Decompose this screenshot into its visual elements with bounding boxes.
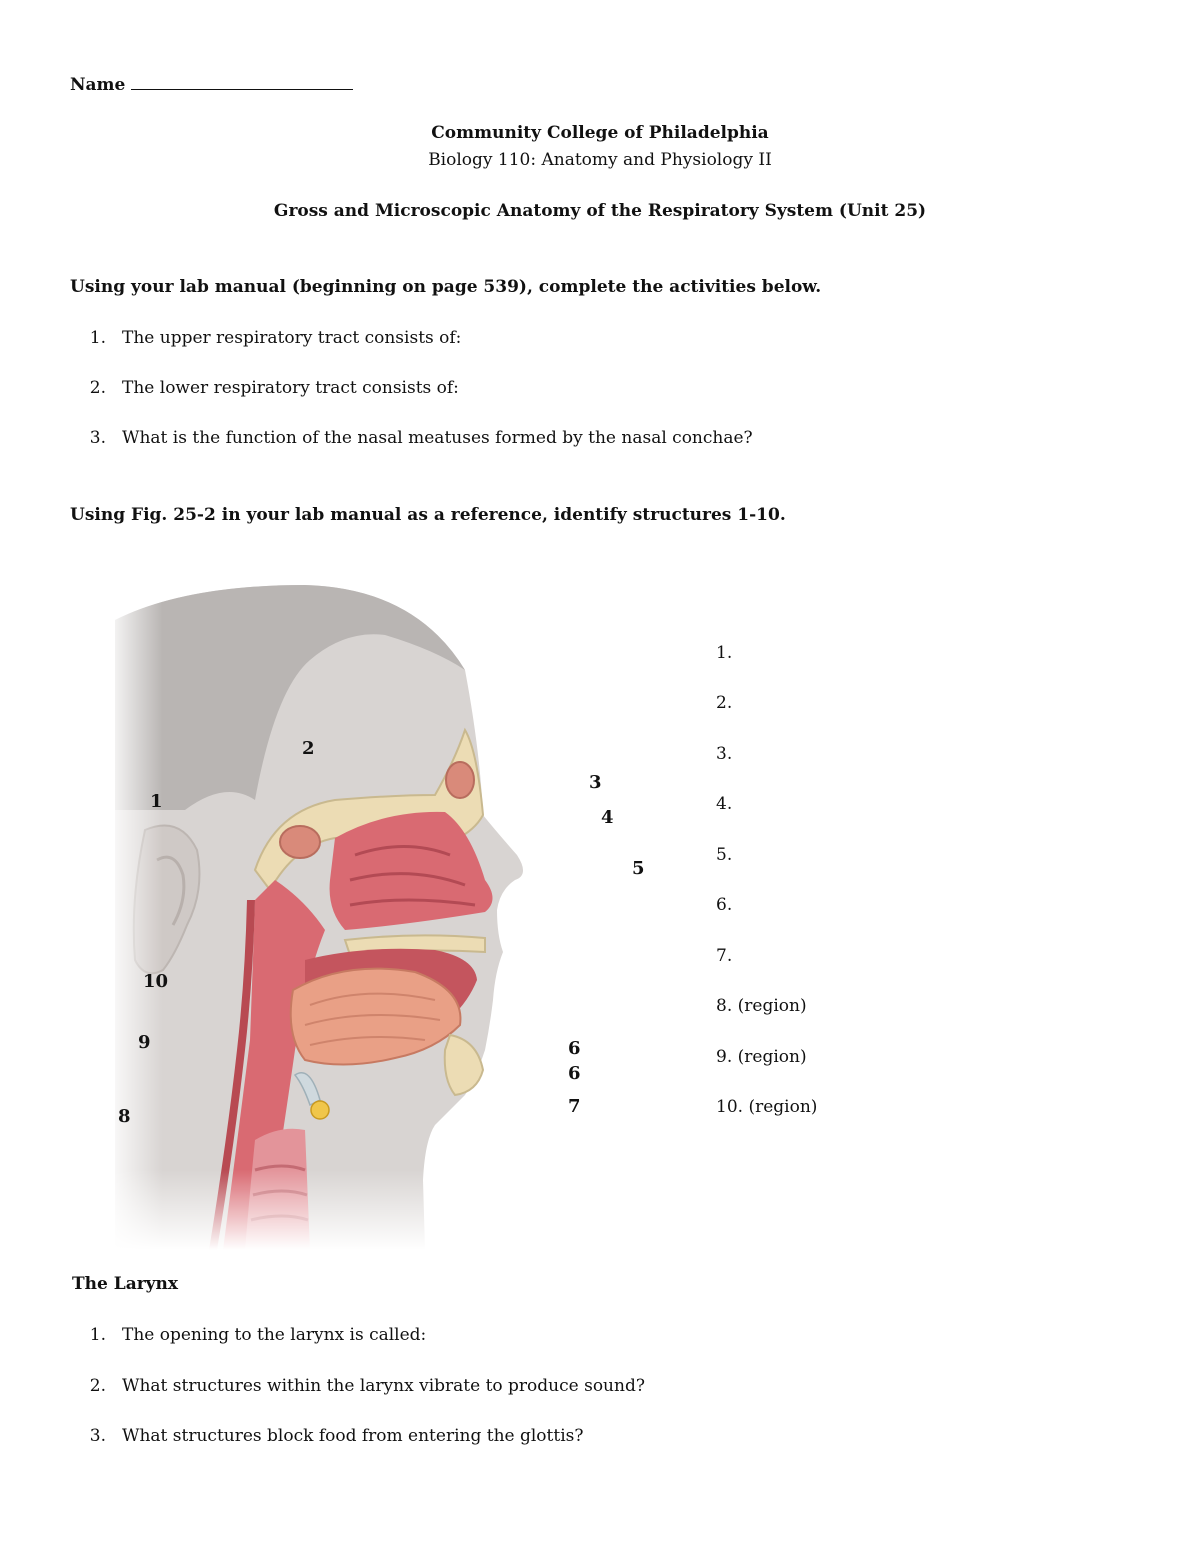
question-text: The lower respiratory tract consists of: — [122, 378, 459, 398]
name-field[interactable] — [70, 74, 353, 95]
figure-label-6a: 6 — [568, 1038, 581, 1059]
question-number: 1. — [89, 328, 106, 348]
figure-label-2: 2 — [302, 738, 315, 759]
question-number: 3. — [89, 428, 106, 448]
larynx-heading: The Larynx — [72, 1274, 179, 1294]
figure-label-6b: 6 — [568, 1063, 581, 1084]
name-label: Name — [70, 75, 126, 95]
figure-label-5: 5 — [632, 858, 645, 879]
question-number: 2. — [89, 378, 106, 398]
question-number: 2. — [89, 1376, 106, 1396]
question-text: What is the function of the nasal meatuses formed by the nasal conchae? — [122, 428, 753, 448]
answer-blank-10[interactable]: 10. (region) — [716, 1097, 818, 1117]
question-text: What structures block food from entering the glottis? — [122, 1426, 584, 1446]
question-item — [70, 1426, 583, 1446]
question-item — [70, 428, 753, 448]
question-item — [70, 328, 461, 348]
question-item — [70, 1376, 645, 1396]
question-text: The opening to the larynx is called: — [122, 1325, 427, 1345]
figure-label-9: 9 — [138, 1032, 151, 1053]
answer-blank-9[interactable]: 9. (region) — [716, 1047, 807, 1067]
figure-label-1: 1 — [150, 791, 163, 812]
figure-label-3: 3 — [589, 772, 602, 793]
answer-blank-3[interactable]: 3. — [716, 744, 733, 764]
answer-blank-1[interactable]: 1. — [716, 643, 733, 663]
college-name: Community College of Philadelphia — [431, 123, 769, 143]
worksheet-title: Gross and Microscopic Anatomy of the Respiratory System (Unit 25) — [273, 201, 927, 221]
head-sagittal-illustration — [105, 580, 585, 1250]
figure-label-10: 10 — [143, 971, 169, 992]
name-blank[interactable] — [131, 74, 353, 90]
question-text: What structures within the larynx vibrate to produce sound? — [122, 1376, 645, 1396]
course-title: Biology 110: Anatomy and Physiology II — [428, 150, 772, 170]
question-number: 3. — [89, 1426, 106, 1446]
answer-blank-8[interactable]: 8. (region) — [716, 996, 807, 1016]
section2-instruction: Using Fig. 25-2 in your lab manual as a reference, identify structures 1-10. — [70, 505, 786, 525]
answer-blank-6[interactable]: 6. — [716, 895, 733, 915]
answer-blank-4[interactable]: 4. — [716, 794, 733, 814]
figure-label-7: 7 — [568, 1096, 581, 1117]
question-item — [70, 1325, 426, 1345]
answer-blank-5[interactable]: 5. — [716, 845, 733, 865]
figure-label-4: 4 — [601, 807, 614, 828]
answer-blank-2[interactable]: 2. — [716, 693, 733, 713]
figure-label-8: 8 — [118, 1106, 131, 1127]
question-item — [70, 378, 459, 398]
question-text: The upper respiratory tract consists of: — [122, 328, 462, 348]
section1-instruction: Using your lab manual (beginning on page 539), complete the activities below. — [70, 277, 822, 297]
answer-blank-7[interactable]: 7. — [716, 946, 733, 966]
question-number: 1. — [89, 1325, 106, 1345]
